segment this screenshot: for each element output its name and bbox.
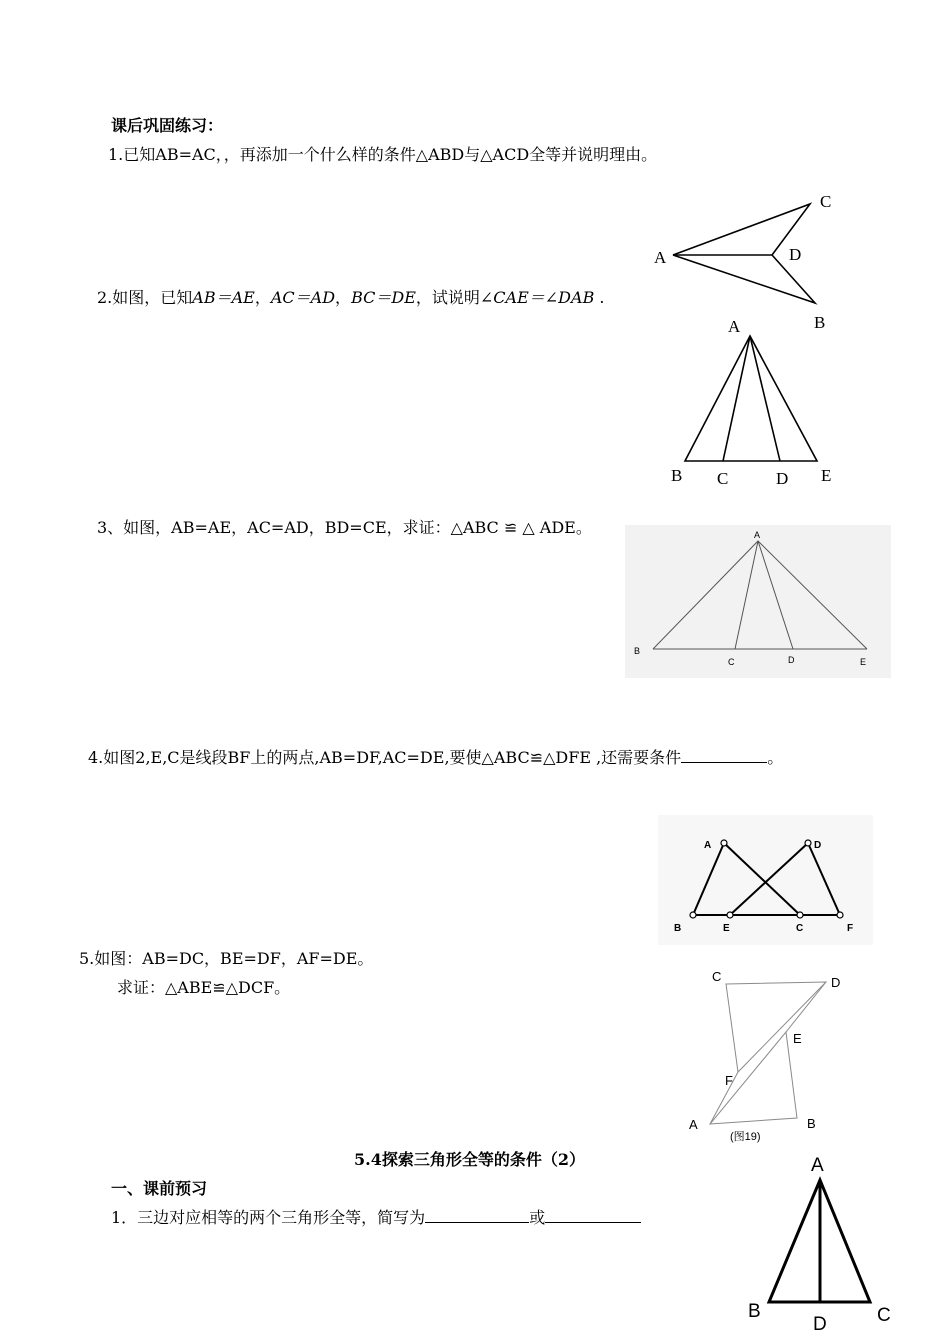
question-4 bbox=[88, 748, 783, 768]
fig6-label-c: C bbox=[877, 1305, 891, 1326]
question-3: 3、如图，AB=AE，AC=AD，BD=CE，求证：△ABC ≌ △ ADE。 bbox=[97, 518, 592, 537]
figure-5 bbox=[680, 962, 855, 1147]
q4-text: 4.如图2,E,C是线段BF上的两点,AB=DF,AC=DE,要使△ABC≌△DFE ,还需要条件 bbox=[88, 748, 682, 767]
q2-sep-1: ， bbox=[254, 288, 271, 307]
q4-answer-blank[interactable] bbox=[681, 748, 767, 763]
fig4-label-a: A bbox=[704, 840, 712, 851]
q2-goal: ∠CAE＝∠DAB bbox=[479, 288, 595, 307]
p1-answer-blank-1[interactable] bbox=[425, 1208, 529, 1223]
fig5-label-e: E bbox=[793, 1031, 802, 1046]
q2-prefix: 2.如图，已知 bbox=[97, 288, 193, 307]
fig5-label-d: D bbox=[831, 975, 841, 990]
figure-6 bbox=[740, 1150, 900, 1340]
fig6-label-a: A bbox=[811, 1155, 824, 1176]
fig4-label-b: B bbox=[674, 923, 682, 934]
fig5-caption: (图19) bbox=[730, 1131, 761, 1143]
fig4-label-e: E bbox=[723, 923, 730, 934]
q2-end: . bbox=[594, 288, 605, 307]
fig5-label-c: C bbox=[712, 969, 722, 984]
fig1-label-c: C bbox=[820, 192, 832, 211]
question-5-line-2: 求证：△ABE≌△DCF。 bbox=[117, 978, 291, 997]
q2-cond-ab-ae: AB＝AE bbox=[192, 288, 255, 307]
fig3-label-b: B bbox=[634, 646, 641, 656]
fig6-label-d: D bbox=[813, 1314, 827, 1335]
fig3-label-d: D bbox=[788, 655, 795, 665]
fig2-label-e: E bbox=[821, 466, 832, 485]
q2-cond-ac-ad: AC＝AD bbox=[270, 288, 336, 307]
p1-answer-blank-2[interactable] bbox=[545, 1208, 641, 1223]
question-1: 1.已知AB=AC，，再添加一个什么样的条件△ABD与△ACD全等并说明理由。 bbox=[108, 145, 658, 164]
fig4-label-d: D bbox=[814, 840, 822, 851]
section-title: 5.4探索三角形全等的条件（2） bbox=[354, 1150, 585, 1169]
fig1-label-a: A bbox=[654, 248, 667, 267]
fig1-label-b: B bbox=[814, 313, 826, 332]
p1-or: 或 bbox=[529, 1208, 546, 1227]
fig6-label-b: B bbox=[748, 1301, 761, 1322]
subsection-title: 一、课前预习 bbox=[111, 1179, 208, 1198]
q2-cond-bc-de: BC＝DE bbox=[351, 288, 416, 307]
figure-4 bbox=[658, 815, 873, 945]
exercise-heading: 课后巩固练习： bbox=[111, 116, 224, 135]
figure-3 bbox=[625, 525, 891, 678]
fig3-label-e: E bbox=[860, 657, 867, 667]
q4-end: 。 bbox=[767, 748, 784, 767]
fig1-label-d: D bbox=[789, 245, 802, 264]
fig2-label-a: A bbox=[728, 317, 741, 336]
question-2 bbox=[97, 288, 605, 308]
fig4-label-c: C bbox=[796, 923, 804, 934]
fig5-label-a: A bbox=[689, 1117, 698, 1132]
fig5-label-f: F bbox=[725, 1073, 733, 1088]
q2-sep-2: ， bbox=[335, 288, 352, 307]
fig4-label-f: F bbox=[847, 923, 854, 934]
q2-mid: ，试说明 bbox=[415, 288, 480, 307]
figure-2 bbox=[665, 312, 845, 492]
fig3-label-c: C bbox=[728, 657, 735, 667]
fig2-label-d: D bbox=[776, 469, 789, 488]
fig2-label-b: B bbox=[671, 466, 683, 485]
question-5-line-1: 5.如图：AB=DC，BE=DF，AF=DE。 bbox=[79, 949, 374, 968]
preview-question-1 bbox=[111, 1208, 641, 1228]
fig3-label-a: A bbox=[754, 530, 761, 540]
fig2-label-c: C bbox=[717, 469, 729, 488]
p1-text: 1．三边对应相等的两个三角形全等，简写为 bbox=[111, 1208, 426, 1227]
fig5-label-b: B bbox=[807, 1116, 816, 1131]
